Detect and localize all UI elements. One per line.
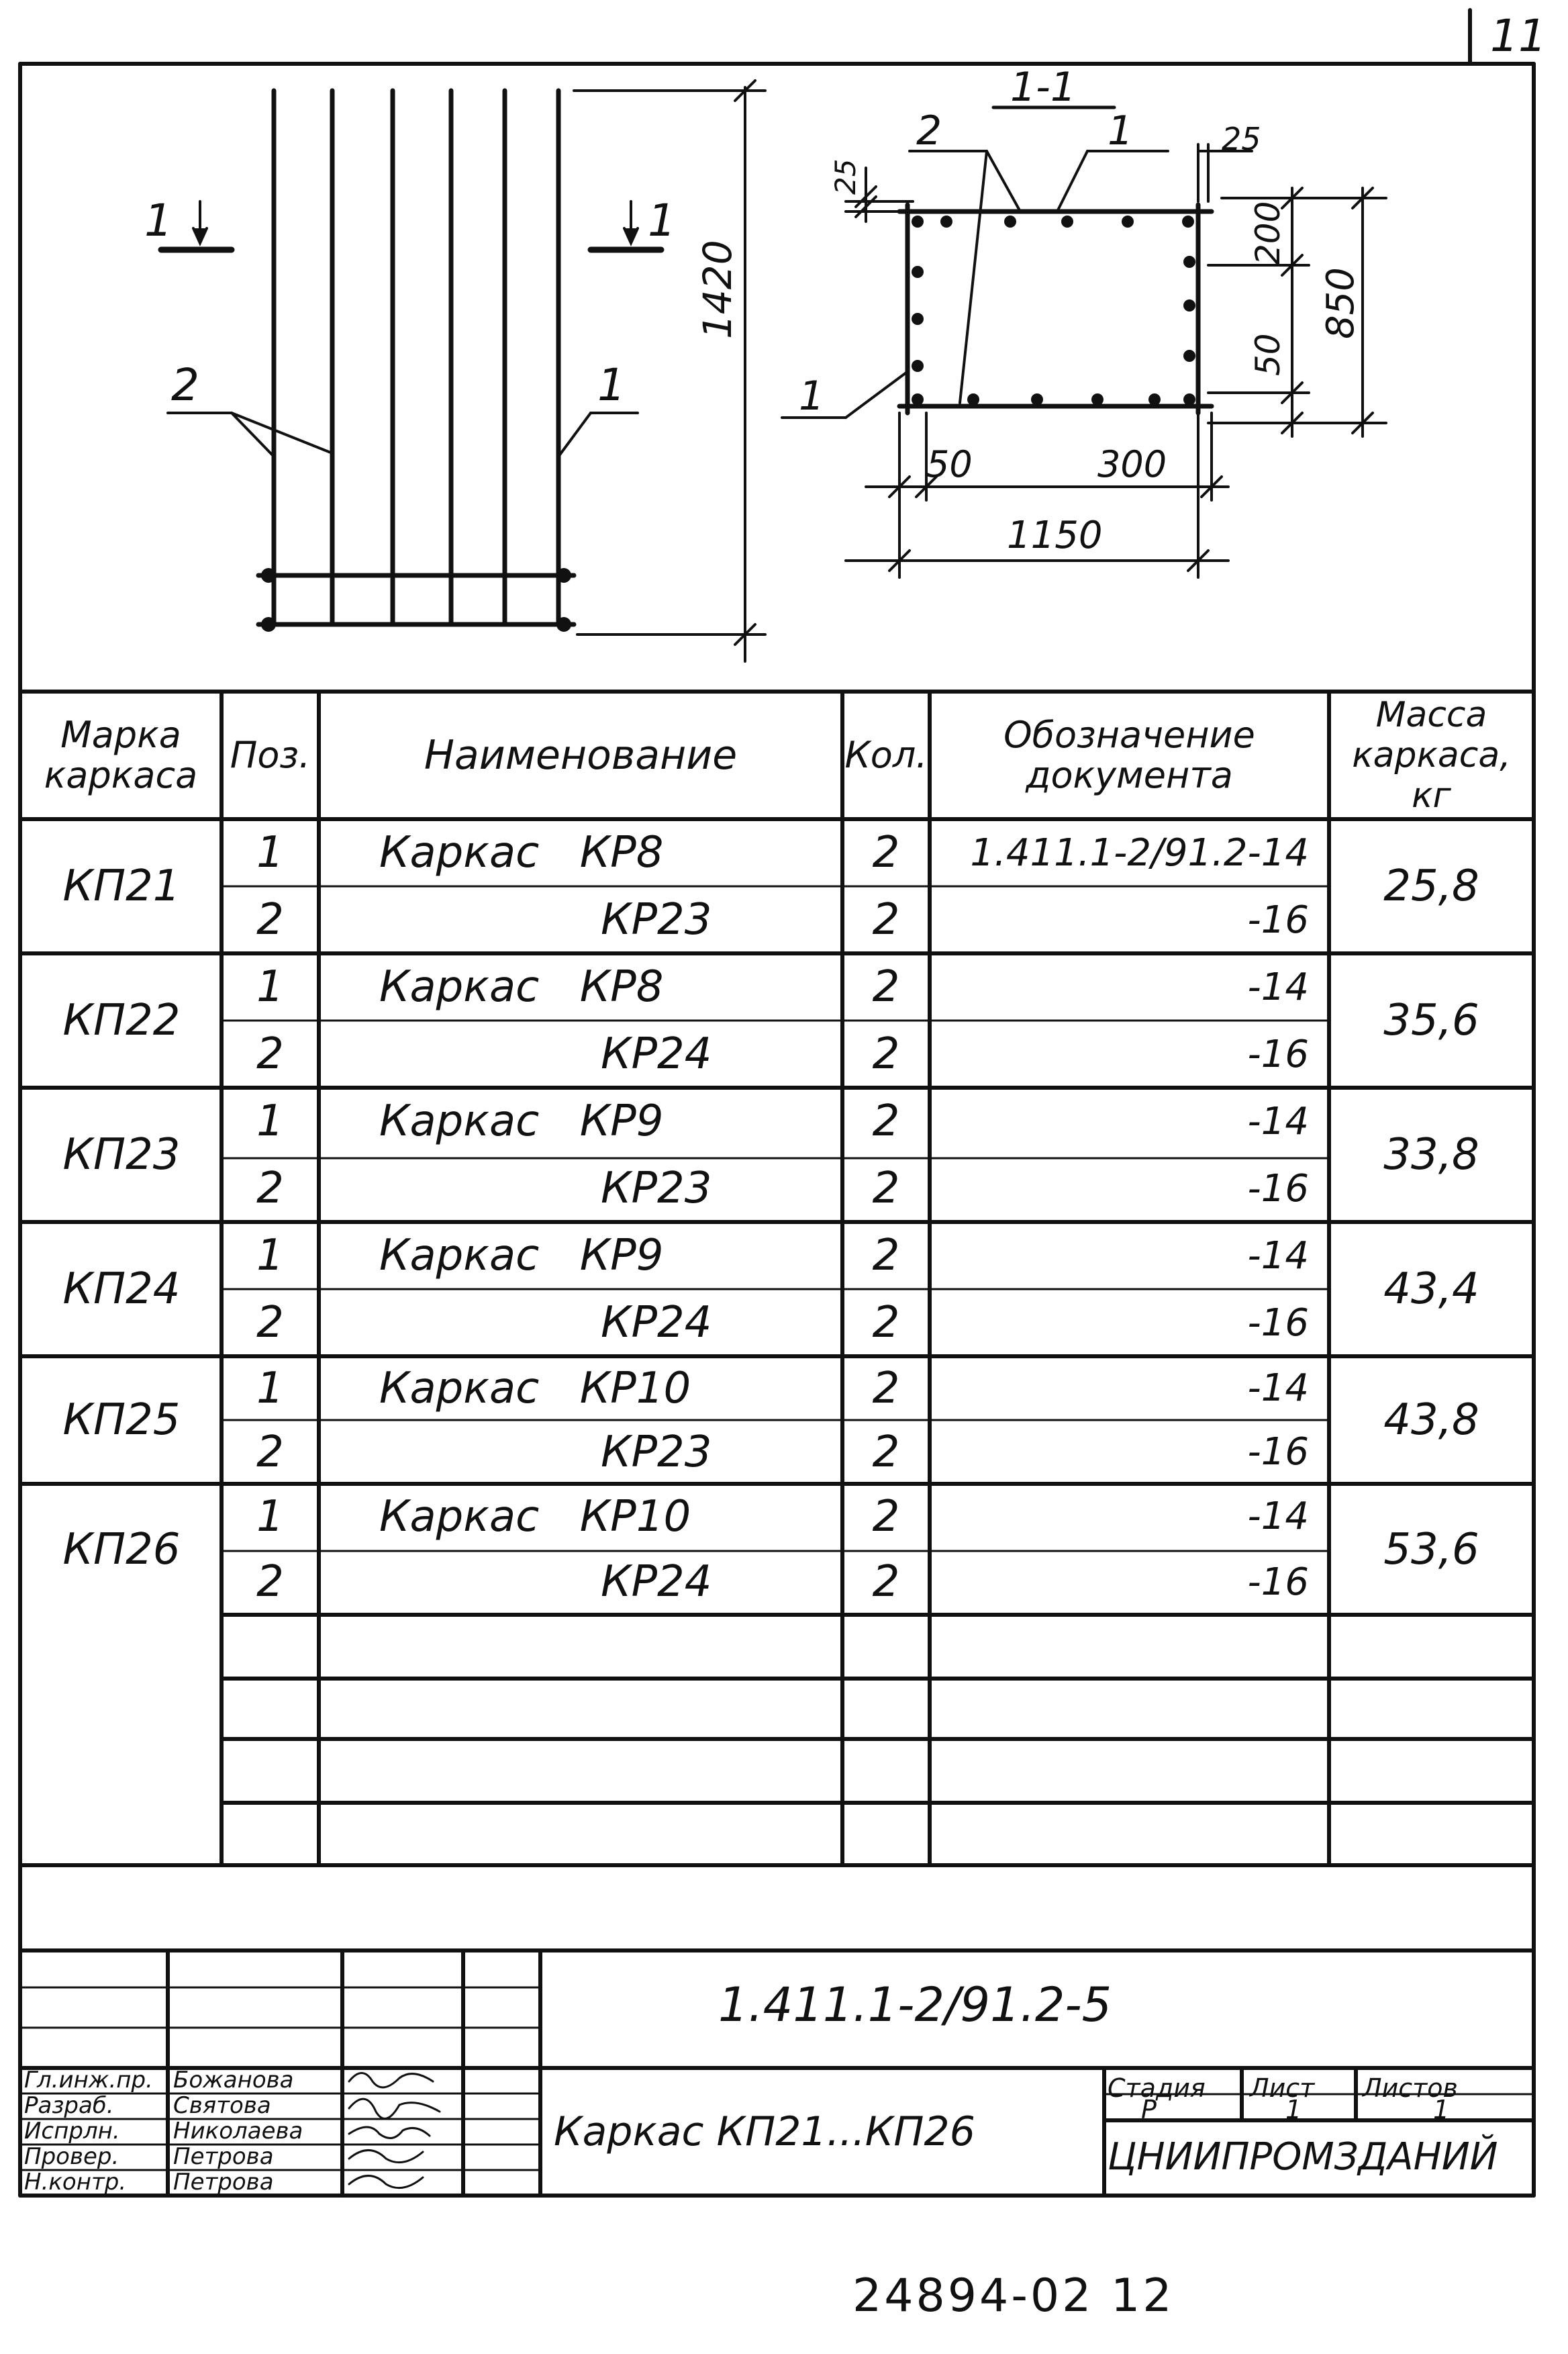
sheet-header: Лист: [1250, 2073, 1315, 2103]
section-callout-2: 2: [916, 107, 942, 154]
cut-label-left: 1: [144, 195, 173, 246]
mass-cell: 43,4: [1383, 1264, 1479, 1314]
kol-cell: 2: [872, 1363, 900, 1413]
dim-300: 300: [1097, 443, 1167, 485]
stage-header: Стадия: [1108, 2073, 1206, 2103]
mass-cell: 43,8: [1383, 1395, 1479, 1445]
poz-cell: 1: [256, 828, 284, 878]
kol-cell: 2: [872, 1298, 900, 1348]
name-cell: Каркас КР9: [379, 1096, 664, 1146]
doc-cell: -16: [1247, 1032, 1309, 1076]
kol-cell: 2: [872, 828, 900, 878]
section-bar-dots: [912, 216, 1195, 406]
poz-cell: 2: [256, 1029, 284, 1079]
header-kol: Кол.: [844, 734, 928, 776]
name-cell: КР23: [601, 1164, 712, 1213]
archive-code: 24894-02 12: [852, 2269, 1175, 2322]
elevation-view: [258, 91, 574, 624]
mass-cell: 25,8: [1383, 861, 1479, 911]
elevation-callout-2: 2: [171, 359, 199, 411]
sheet-value: 1: [1285, 2095, 1302, 2124]
marka-cell: КП25: [62, 1395, 181, 1445]
name-cell: Каркас КР8: [379, 828, 664, 878]
staff-role: Провер.: [24, 2143, 119, 2170]
staff-name: Николаева: [173, 2118, 303, 2145]
staff-name: Святова: [173, 2092, 271, 2119]
dim-200: 200: [1248, 201, 1287, 265]
header-marka: Марка каркаса: [44, 714, 198, 796]
stage-value: Р: [1141, 2095, 1157, 2124]
staff-name: Петрова: [173, 2143, 274, 2170]
poz-cell: 2: [256, 1164, 284, 1213]
staff-role: Н.контр.: [24, 2169, 127, 2196]
poz-cell: 1: [256, 1363, 284, 1413]
dim-1420: 1420: [695, 240, 740, 339]
name-cell: КР24: [601, 1298, 712, 1348]
header-name: Наименование: [424, 732, 738, 779]
poz-cell: 1: [256, 1231, 284, 1280]
marka-cell: КП23: [62, 1130, 181, 1180]
mass-cell: 53,6: [1383, 1524, 1479, 1574]
dim-1150: 1150: [1007, 514, 1103, 557]
header-poz: Поз.: [230, 734, 311, 776]
doc-cell: -16: [1247, 1301, 1309, 1345]
name-cell: Каркас КР9: [379, 1231, 664, 1280]
name-cell: Каркас КР10: [379, 1363, 691, 1413]
doc-cell: -14: [1247, 1366, 1309, 1410]
doc-cell: -14: [1247, 965, 1309, 1009]
doc-cell: -16: [1247, 1560, 1309, 1604]
marka-cell: КП22: [62, 996, 181, 1045]
kol-cell: 2: [872, 1231, 900, 1280]
kol-cell: 2: [872, 1096, 900, 1146]
poz-cell: 1: [256, 1096, 284, 1146]
poz-cell: 2: [256, 895, 284, 945]
cut-label-right: 1: [648, 195, 676, 246]
name-cell: Каркас КР10: [379, 1491, 691, 1542]
poz-cell: 2: [256, 1427, 284, 1477]
dim-25-left: 25: [829, 158, 862, 195]
header-doc: Обозначение документа: [1003, 714, 1255, 796]
mass-cell: 33,8: [1383, 1130, 1479, 1180]
sheets-header: Листов: [1363, 2073, 1458, 2103]
kol-cell: 2: [872, 1164, 900, 1213]
doc-cell: -16: [1247, 898, 1309, 942]
staff-role: Гл.инж.пр.: [24, 2067, 153, 2093]
dim-850: 850: [1319, 267, 1363, 339]
section-callout-1-left: 1: [799, 373, 825, 420]
kol-cell: 2: [872, 1557, 900, 1607]
staff-role: Разраб.: [24, 2092, 114, 2119]
organization: ЦНИИПРОМЗДАНИЙ: [1108, 2135, 1498, 2179]
name-cell: КР23: [601, 1427, 712, 1477]
section-title: 1-1: [1010, 64, 1076, 111]
sheet-number: 11: [1490, 10, 1547, 62]
mass-cell: 35,6: [1383, 996, 1479, 1045]
elevation-callout-1: 1: [597, 359, 626, 411]
doc-cell: -14: [1247, 1099, 1309, 1143]
kol-cell: 2: [872, 1427, 900, 1477]
kol-cell: 2: [872, 962, 900, 1012]
marka-cell: КП21: [62, 861, 181, 911]
title-doc-code: 1.411.1-2/91.2-5: [718, 1977, 1112, 2032]
doc-cell: -16: [1247, 1430, 1309, 1474]
poz-cell: 1: [256, 962, 284, 1012]
kol-cell: 2: [872, 1491, 900, 1542]
marka-cell: КП26: [62, 1524, 181, 1574]
poz-cell: 2: [256, 1298, 284, 1348]
marka-cell: КП24: [62, 1264, 181, 1314]
doc-cell: -14: [1247, 1495, 1309, 1539]
name-cell: КР24: [601, 1557, 712, 1607]
dim-50: 50: [926, 443, 973, 485]
dim-25-right: 25: [1222, 121, 1261, 157]
doc-cell: -16: [1247, 1166, 1309, 1211]
staff-name: Божанова: [173, 2067, 294, 2093]
doc-cell: -14: [1247, 1233, 1309, 1278]
section-view: [899, 205, 1212, 413]
poz-cell: 1: [256, 1491, 284, 1542]
section-annotations: [782, 107, 1386, 577]
dim-50-vertical: 50: [1248, 333, 1287, 376]
header-mass: Масса каркаса, кг: [1352, 695, 1511, 816]
name-cell: КР24: [601, 1029, 712, 1079]
section-callout-1: 1: [1108, 107, 1134, 154]
kol-cell: 2: [872, 1029, 900, 1079]
sheets-value: 1: [1433, 2095, 1450, 2124]
doc-cell: 1.411.1-2/91.2-14: [970, 831, 1309, 875]
staff-name: Петрова: [173, 2169, 274, 2196]
title-name: Каркас КП21...КП26: [554, 2108, 975, 2155]
name-cell: КР23: [601, 895, 712, 945]
kol-cell: 2: [872, 895, 900, 945]
name-cell: Каркас КР8: [379, 962, 664, 1012]
staff-role: Испрлн.: [24, 2118, 120, 2145]
poz-cell: 2: [256, 1557, 284, 1607]
